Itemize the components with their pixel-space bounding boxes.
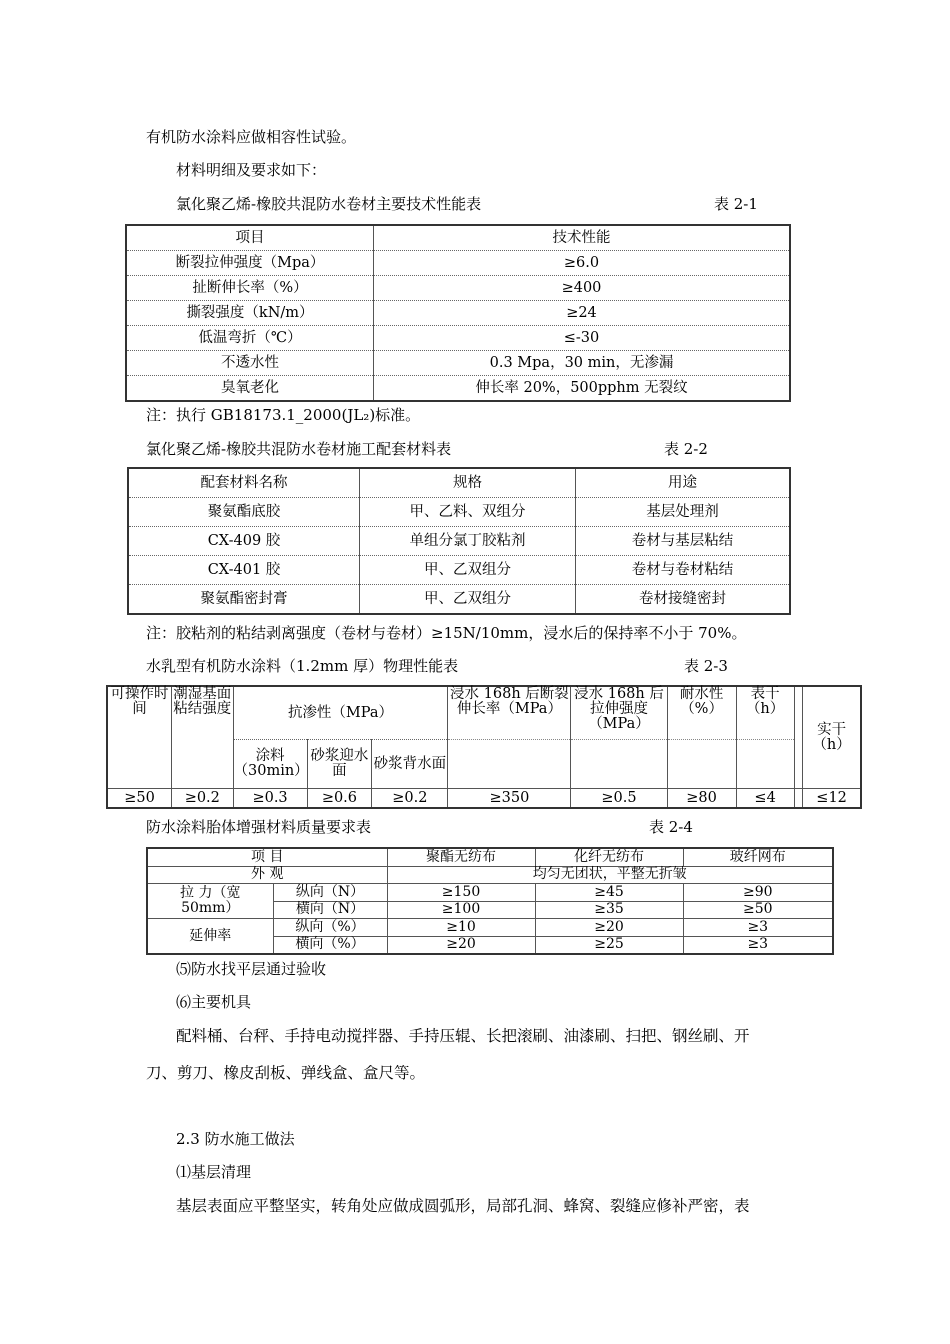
table-cell: ≤4 — [736, 789, 794, 809]
table3-header-water-resistance: 耐水性（%） — [667, 686, 736, 740]
table3-header-surface-dry: 表干（h） — [736, 686, 794, 740]
table3-sub-mortar-back: 砂浆背水面 — [372, 740, 448, 789]
table4-dir-trans-pct: 横向（%） — [273, 936, 387, 954]
paragraph-tools-line1: 配料桶、台秤、手持电动搅拌器、手持压辊、长把滚刷、油漆刷、扫把、钢丝刷、开 — [176, 1027, 750, 1045]
table-row — [128, 527, 790, 556]
paragraph-main-tools: ⑹主要机具 — [176, 993, 252, 1011]
table2-header-name: 配套材料名称 — [128, 468, 360, 498]
table-cell: 单组分氯丁胶粘剂 — [360, 527, 576, 556]
table4-dir-trans-n: 横向（N） — [273, 901, 387, 919]
table-row — [107, 789, 861, 809]
paragraph-base-cleaning: ⑴基层清理 — [176, 1163, 252, 1181]
table-cell: 扯断伸长率（%） — [126, 276, 374, 301]
table-cell: ≥400 — [374, 276, 791, 301]
table2-header-usage: 用途 — [576, 468, 791, 498]
table-cell: 撕裂强度（kN/m） — [126, 301, 374, 326]
table-cell: ≥45 — [535, 884, 683, 902]
table-cell: ≥0.3 — [233, 789, 307, 809]
table2-label: 表 2-2 — [664, 440, 708, 458]
table3-header-seepage: 抗渗性（MPa） — [233, 686, 448, 740]
table1-header-item: 项目 — [126, 225, 374, 251]
table-cell: 伸长率 20%，500pphm 无裂纹 — [374, 376, 791, 402]
table3-header-solid-dry: 实干（h） — [803, 686, 861, 789]
table-cell — [736, 740, 794, 789]
table4-elongation-label: 延伸率 — [147, 919, 273, 955]
table-cell: ≥50 — [107, 789, 172, 809]
table4-dir-long-n: 纵向（N） — [273, 884, 387, 902]
table4-appearance-label: 外 观 — [147, 866, 387, 884]
table-cell: ≥80 — [667, 789, 736, 809]
table-row — [126, 351, 790, 376]
table-cell: 卷材接缝密封 — [576, 585, 791, 615]
table3-header-soak-elongation: 浸水 168h 后断裂伸长率（MPa） — [448, 686, 571, 740]
table-row — [126, 376, 790, 402]
table-cell: ≥0.5 — [571, 789, 667, 809]
section-heading-2-3: 2.3 防水施工做法 — [176, 1130, 295, 1148]
table-row — [128, 498, 790, 527]
table4-label: 表 2-4 — [649, 818, 693, 836]
table-cell: 卷材与卷材粘结 — [576, 556, 791, 585]
table4-appearance-value: 均匀无团状，平整无折皱 — [387, 866, 833, 884]
table-cell: 基层处理剂 — [576, 498, 791, 527]
table-cell: ≥24 — [374, 301, 791, 326]
table-row — [128, 585, 790, 615]
table2-accessories — [127, 467, 791, 615]
table-cell: 聚氨酯密封膏 — [200, 591, 288, 607]
table-cell: ≥10 — [387, 919, 535, 937]
table-cell: ≥20 — [387, 936, 535, 954]
table-cell: ≥35 — [535, 901, 683, 919]
paragraph-base-surface: 基层表面应平整坚实，转角处应做成圆弧形，局部孔洞、蜂窝、裂缝应修补严密，表 — [176, 1197, 750, 1215]
table-row — [147, 884, 833, 902]
table-cell: ≤12 — [803, 789, 861, 809]
table-row — [126, 276, 790, 301]
table2-header-spec: 规格 — [360, 468, 576, 498]
table3-spacer — [794, 686, 802, 789]
table-cell — [667, 740, 736, 789]
table-cell: ≥50 — [683, 901, 833, 919]
table-row — [147, 848, 833, 866]
table-row — [128, 556, 790, 585]
paragraph-materials-intro: 材料明细及要求如下： — [176, 161, 327, 179]
table-cell: ≥0.2 — [172, 789, 233, 809]
table-row — [126, 225, 790, 251]
table-cell: ≥25 — [535, 936, 683, 954]
table-cell — [794, 789, 802, 809]
table3-coating-properties — [106, 685, 862, 809]
table3-sub-coating: 涂料（30min） — [233, 740, 307, 789]
table1-performance — [125, 224, 791, 402]
paragraph-compatibility: 有机防水涂料应做相容性试验。 — [146, 128, 357, 146]
table3-header-operable-time: 可操作时间 — [107, 686, 172, 789]
table-cell: 甲、乙双组分 — [360, 556, 576, 585]
table-cell: 甲、乙双组分 — [360, 585, 576, 615]
table-row — [147, 919, 833, 937]
table-cell: 臭氧老化 — [221, 380, 279, 396]
table-cell: 不透水性 — [126, 351, 374, 376]
table-cell: 0.3 Mpa，30 min，无渗漏 — [374, 351, 791, 376]
table1-caption: 氯化聚乙烯-橡胶共混防水卷材主要技术性能表 — [176, 195, 482, 213]
table4-reinforcement — [146, 847, 834, 955]
table1-note: 注：执行 GB18173.1_2000(JL₂)标准。 — [146, 406, 421, 424]
table-cell: 断裂拉伸强度（Mpa） — [126, 251, 374, 276]
table-cell: ≥350 — [448, 789, 571, 809]
table-row — [128, 468, 790, 498]
table-cell: ≥150 — [387, 884, 535, 902]
table-cell: ≥6.0 — [374, 251, 791, 276]
table-cell: CX-401 胶 — [128, 556, 360, 585]
table-cell: 低温弯折（℃） — [126, 326, 374, 351]
table2-caption: 氯化聚乙烯-橡胶共混防水卷材施工配套材料表 — [146, 440, 452, 458]
table4-caption: 防水涂料胎体增强材料质量要求表 — [146, 818, 372, 836]
table-cell: ≤-30 — [374, 326, 791, 351]
table3-header-wet-bond: 潮湿基面粘结强度 — [172, 686, 233, 789]
table-cell: ≥20 — [535, 919, 683, 937]
table1-label: 表 2-1 — [714, 195, 758, 213]
table3-header-soak-tensile: 浸水 168h 后拉伸强度（MPa） — [571, 686, 667, 740]
table-cell: 聚氨酯底胶 — [128, 498, 360, 527]
table1-header-performance: 技术性能 — [374, 225, 791, 251]
paragraph-tools-line2: 刀、剪刀、橡皮刮板、弹线盒、盒尺等。 — [146, 1064, 426, 1082]
table-row — [126, 326, 790, 351]
table3-sub-mortar-front: 砂浆迎水面 — [307, 740, 372, 789]
table-cell — [448, 740, 571, 789]
table-cell: CX-409 胶 — [128, 527, 360, 556]
table3-label: 表 2-3 — [684, 657, 728, 675]
table4-header-item: 项 目 — [147, 848, 387, 866]
table-row — [126, 251, 790, 276]
table4-tension-label: 拉 力（宽 50mm） — [147, 884, 273, 919]
table-row — [147, 866, 833, 884]
table-row — [126, 301, 790, 326]
table-cell: ≥3 — [683, 919, 833, 937]
table-cell: ≥3 — [683, 936, 833, 954]
table-cell — [571, 740, 667, 789]
table4-header-glass-mesh: 玻纤网布 — [683, 848, 833, 866]
table-row — [107, 686, 861, 740]
table4-header-polyester: 聚酯无纺布 — [387, 848, 535, 866]
table3-caption: 水乳型有机防水涂料（1.2mm 厚）物理性能表 — [146, 657, 459, 675]
paragraph-leveling-layer: ⑸防水找平层通过验收 — [176, 960, 327, 978]
table-cell: ≥0.2 — [372, 789, 448, 809]
table-cell: 卷材与基层粘结 — [576, 527, 791, 556]
table4-header-chemical-fiber: 化纤无纺布 — [535, 848, 683, 866]
table-cell: ≥90 — [683, 884, 833, 902]
table-cell: 甲、乙料、双组分 — [360, 498, 576, 527]
table-cell: ≥100 — [387, 901, 535, 919]
table-cell: ≥0.6 — [307, 789, 372, 809]
table4-dir-long-pct: 纵向（%） — [273, 919, 387, 937]
table2-note: 注：胶粘剂的粘结剥离强度（卷材与卷材）≥15N/10mm，浸水后的保持率不小于 70%。 — [146, 624, 747, 642]
